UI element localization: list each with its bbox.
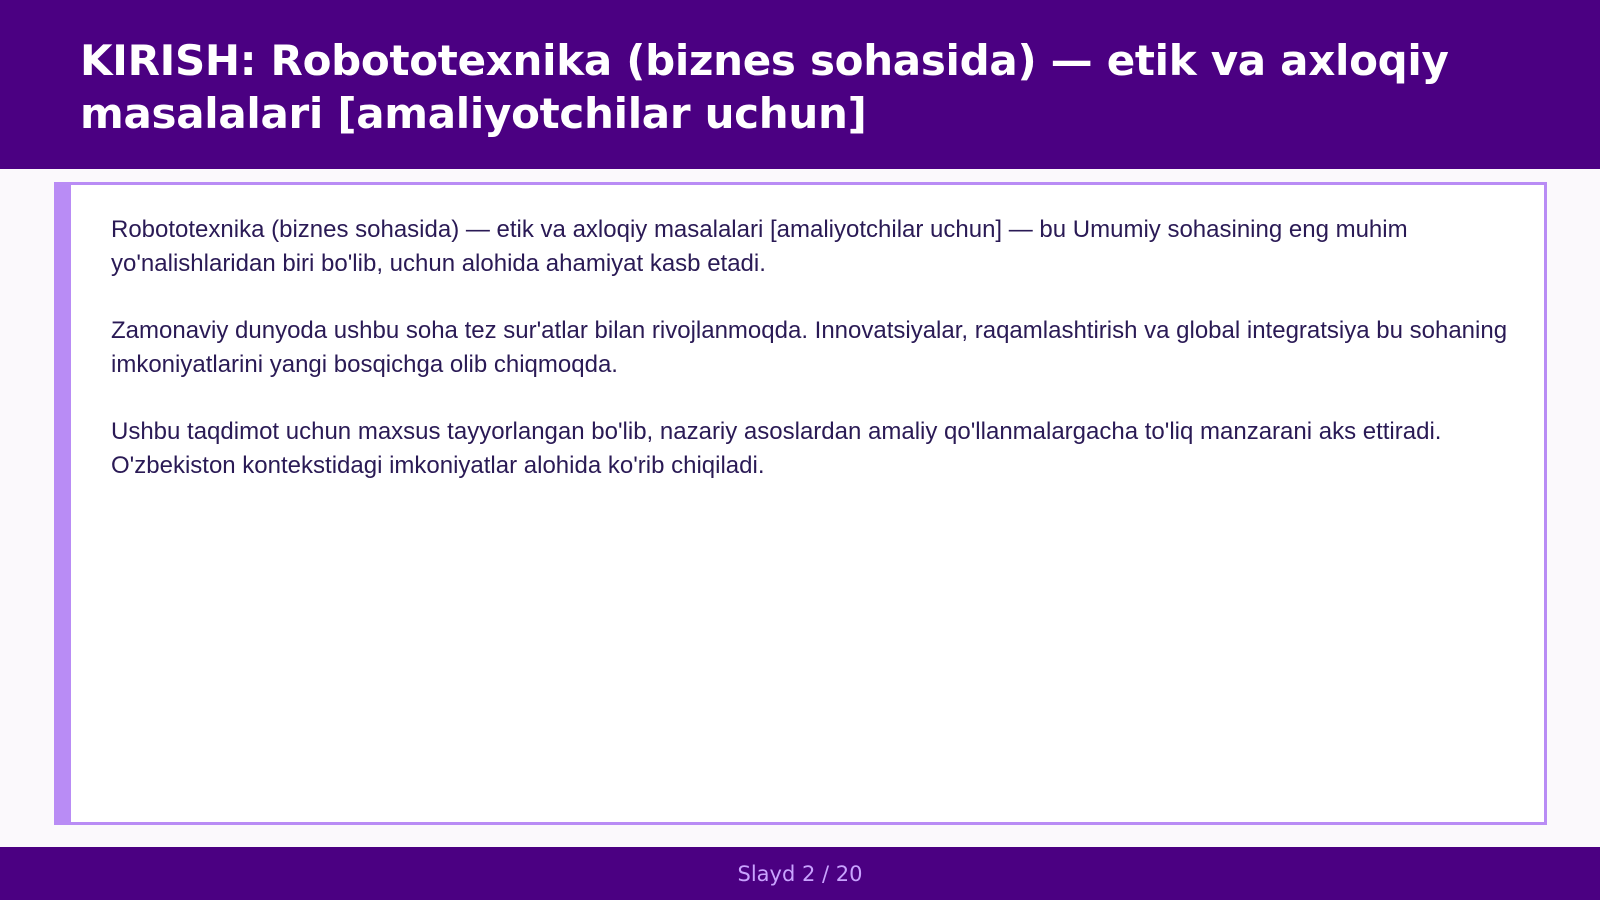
slide-footer <box>0 847 1600 900</box>
paragraph: Zamonaviy dunyoda ushbu soha tez sur'atlar bilan rivojlanmoqda. Innovatsiyalar, raqamlashtirish va global integratsiya bu sohaning imkoniyatlarini yangi bosqichga olib chiqmoqda. <box>111 317 1508 378</box>
slide-counter: Slayd 2 / 20 <box>737 861 863 886</box>
slide-title: KIRISH: Robototexnika (biznes sohasida) — etik va axloqiy masalalari [amaliyotchilar uchun] <box>80 36 1449 138</box>
paragraph: Ushbu taqdimot uchun maxsus tayyorlangan bo'lib, nazariy asoslardan amaliy qo'llanmalargacha to'liq manzarani aks ettiradi. O'zbekiston kontekstidagi imkoniyatlar alohida ko'rib chiqiladi. <box>111 418 1442 479</box>
content-card <box>54 182 1547 825</box>
slide-header <box>0 0 1600 169</box>
content-body <box>111 213 1511 516</box>
paragraph: Robototexnika (biznes sohasida) — etik va axloqiy masalalari [amaliyotchilar uchun] — bu Umumiy sohasining eng muhim yo'nalishlaridan biri bo'lib, uchun alohida ahamiyat kasb etadi. <box>111 216 1408 277</box>
